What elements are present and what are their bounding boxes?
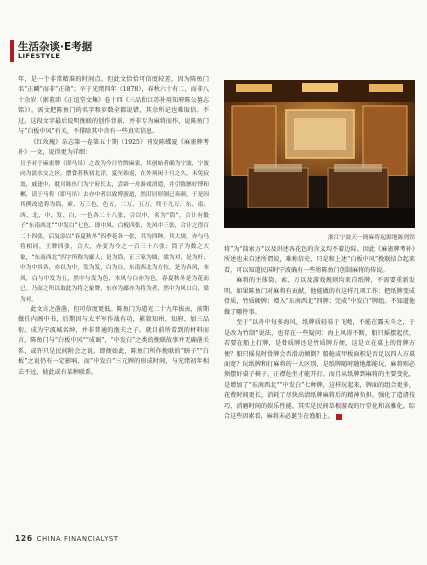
page-footer: [15, 534, 119, 543]
museum-photo-illustration: [224, 80, 415, 228]
paragraph: 至于“以舟中每多海风，纸牌质轻易于飞飏，不能在露天斗之，于是改为竹制”说法，也存在一些疑问：海上风涛不断，船只摇摆起伏，若要在船上打牌，是骨质牌还是竹质牌方便，这是立在桌上的骨牌方便？船只摇晃时骨牌会否滑动倾倒？船舱或甲板面积是否足以四人方桌面宽？玩纸牌和打麻将的一大区别，是纸牌随时随地都能玩，麻将则必须摆好桌子椅子，正襟危坐才能开打。而且从纸牌到麻将的主要变化，是增加了“东南西北”“中发白”七种牌，这样玩起来，牌面的组合更多，花费时间更长，消耗了尽快出清纸牌麻将后的精神负担。强化了造诸技巧、消磨时间的娱乐性能。其实是民间草根游戏的厅堂化和高雅化。综合这些因素看，麻将未必诞生在渔船上。: [224, 319, 415, 421]
paragraph: 此文言之凿凿，但可信度更低。陈鱼门为道光二十九年拔贡，前期做任内阁中书，后期因与太平军作战有功，累叙知州、知府、加三品衔。成为宁波城名绅，并非普通的渔夫之子。就目前所看到的材料而言，陈鱼门与“白板中风”“成谒”，“中发白”之类的挽联故事并无确凿关系，或许只是民间附会之说。即便如此，陈鱼门所作挽联的“瞎子”“白板”之说仍有一定影响，而“中发白”三元牌的形成时间，与光绪初年相去不远，彼此或有某种联系。: [18, 305, 209, 376]
header-accent-bar: [10, 40, 14, 62]
paragraph: 年，是一个非常精准的时间点。但此文恰恰可信度较差，因为陈鱼门名“正麟”而非“正勋”；卒于光绪四年（1878），春秋六十有二，而非八十余岁（据董沛《正谊堂文集》卷十四《三品衔江苏补用知府陈公墓志铭》）。需文把陈鱼门的名字和岁数全都说错，其余所记也难取信。不过，这段文字最后说明挽联的创作背景，并非专为麻将而作，说陈鱼门与“白板中风”有关，不排除其中含有一些真实信息。: [18, 76, 209, 136]
end-mark-icon: [336, 414, 342, 420]
article-right-column: [224, 245, 415, 525]
article-left-column: [18, 75, 209, 524]
photo-caption: 浙江宁波天一阁麻将起源地陈列馆: [328, 235, 415, 241]
paragraph: 《红玫瑰》杂志第一卷第五十期（1925）刊发陈蝶夏《麻雀牌考补》一文，说得更为详细：: [18, 138, 209, 157]
magazine-name: CHINA FINANCIALYST: [36, 535, 119, 543]
paragraph: 麻将的主体筒、索、万以及游戏规则均来自纸牌，不需要重新发明。如果陈鱼门对麻将有贡献，他能做的有这样几项工作：把纸牌变成骨质、竹质硬牌；增入“东南西北”四牌；完成“中发白”牌组。不知道他做了哪件事。: [224, 277, 415, 316]
section-subtitle: LIFESTYLE: [18, 52, 61, 60]
paragraph: 且予对于麻雀牌（即马吊）之改为今日竹牌麻雀，其创始者确为宁波，宁波向为淡水交之区，摆食者秋初北洋，夏至始返，在外须闲十月之久，未免寂寞，戚逢中，耽川陈鱼门为宁府长太，尝辟一舟游戏消遣，并引陈骸好博和郴，请于马将（即马吊）去亦中者以致博游道，然旧居形制已奏颜，于是因其例改造将为筒、索、万三色，色五，二万、五万，终于九万、东、南、西、北、中、发、白，一色各二十八张，合以中，名为“筒”，合计有骰子“东南西北”“中发白”七色，即中风、白板四张，先风中三张，合计之得百二十四张，后复添以“春夏秋冬”四季花各一张，共为四种。其大规，亦与马将相同，王牌四张，合大，亦变为今之一百三十六张；筒子为数之大象，“东南西北”四字所称为鄙人；是为筒，正三家为圆，梁为对，是为杆；中为中其各，亦以为中，发为发，白为白，东南西北为方位，是为各风，本风，白与中发为五，然中与发为色，本风与白亦为色，春夏秋冬是为花而已。乃而之所以取此为将之象牌，东亦为鄙亦为将为者，然中为风口白，梁为对。: [20, 160, 209, 303]
museum-photo: [224, 80, 415, 228]
page-number: 126: [15, 534, 33, 543]
paragraph: 将”为“筒索万”以及讲述各花色的含义均不着边际。因此《麻雀牌考补》所述也未自述所谓说，难称信史，只是和上述“白板中风”挽联结合起来看，可以知道民国时宁波确有一些将陈鱼门创制麻将的传说。: [224, 246, 415, 274]
section-title: 生活杂谈·E考据: [18, 41, 93, 53]
